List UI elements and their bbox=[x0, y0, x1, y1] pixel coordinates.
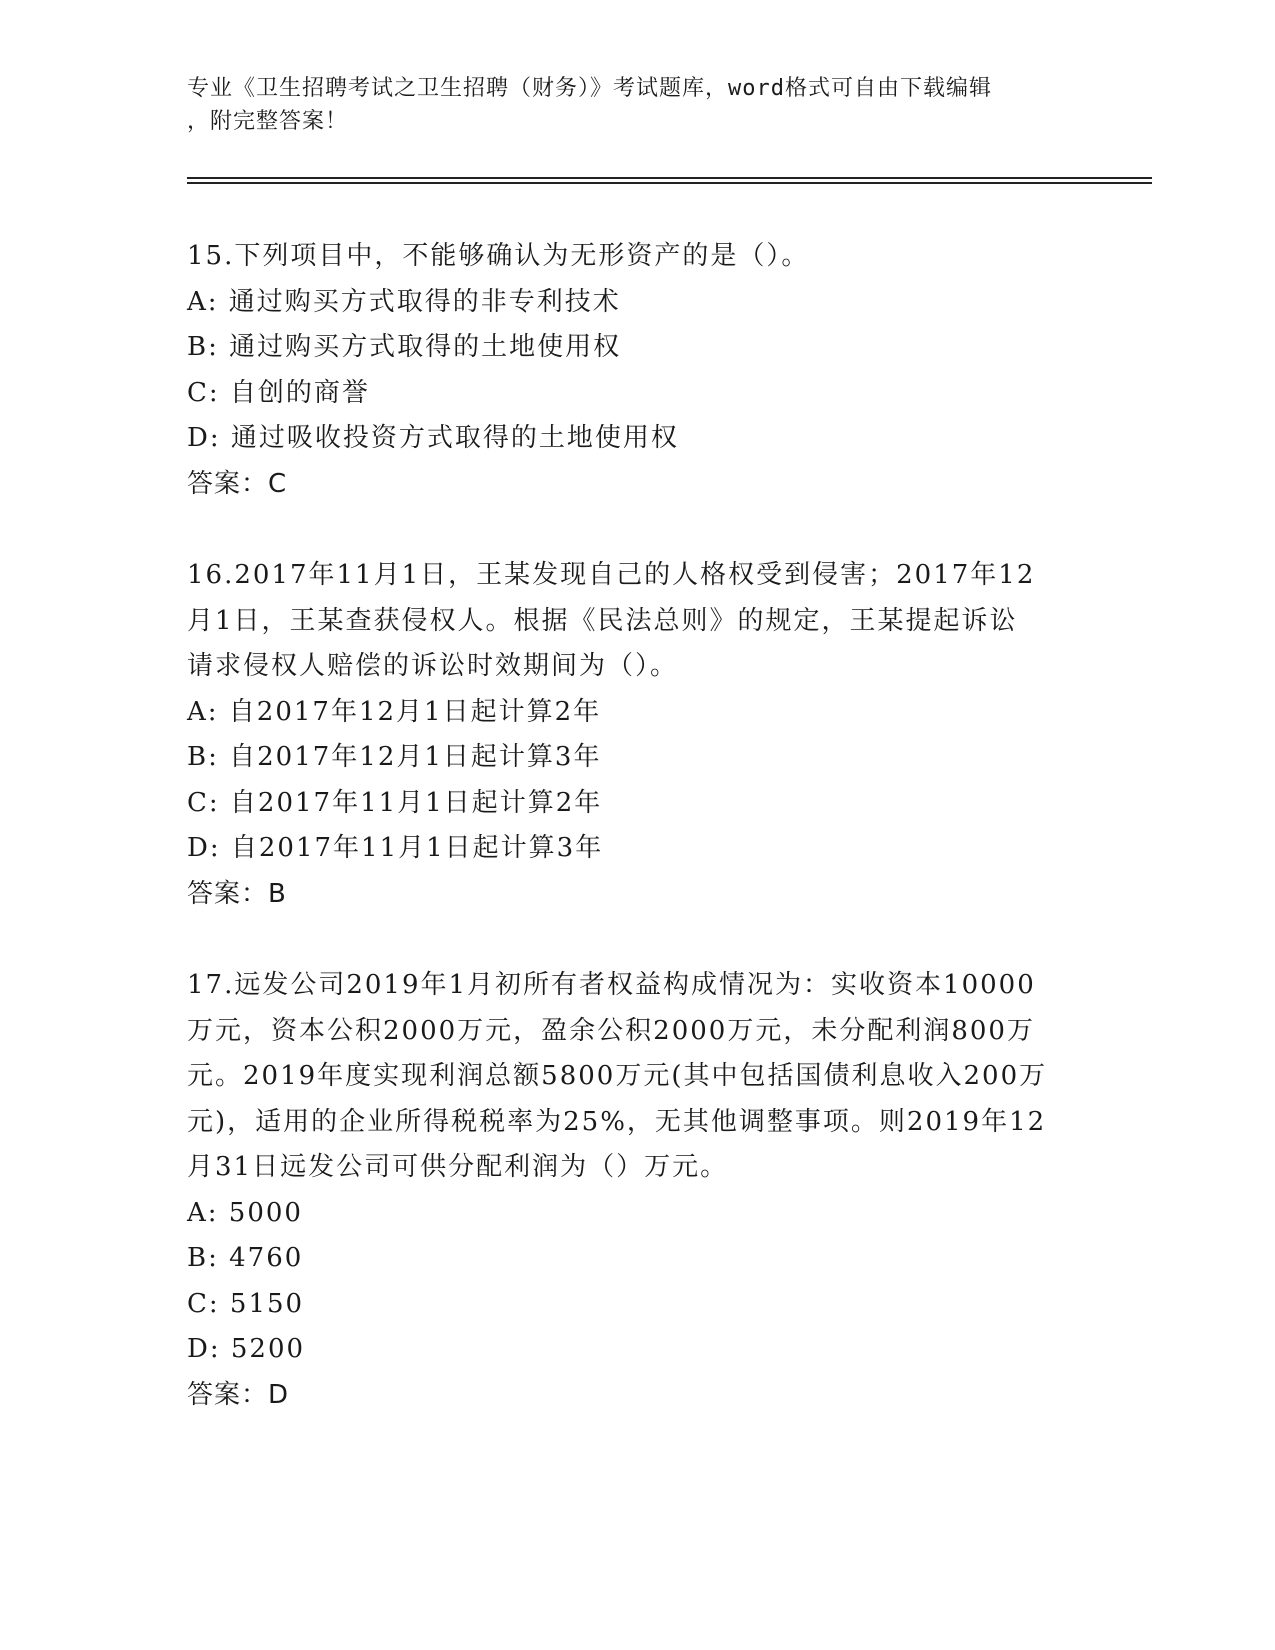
question-15 bbox=[187, 234, 1087, 507]
option-d: D: 5200 bbox=[187, 1334, 306, 1364]
question-stem-line: 15.下列项目中，不能够确认为无形资产的是（）。 bbox=[187, 241, 810, 271]
header-line-2: ，附完整答案！ bbox=[187, 109, 349, 134]
option-b: B: 自2017年12月1日起计算3年 bbox=[187, 742, 602, 772]
question-stem-line: 月1日，王某查获侵权人。根据《民法总则》的规定，王某提起诉讼 bbox=[187, 605, 1018, 636]
answer: 答案：C bbox=[187, 468, 288, 499]
option-d: D: 通过吸收投资方式取得的土地使用权 bbox=[187, 423, 679, 453]
document-header bbox=[187, 72, 1087, 138]
question-17 bbox=[187, 963, 1087, 1418]
option-a: A: 通过购买方式取得的非专利技术 bbox=[187, 286, 621, 317]
question-stem-line: 月31日远发公司可供分配利润为（）万元。 bbox=[187, 1152, 729, 1182]
option-c: C: 自2017年11月1日起计算2年 bbox=[187, 787, 603, 818]
question-stem-line: 元)，适用的企业所得税税率为25%，无其他调整事项。则2019年12 bbox=[187, 1106, 1047, 1137]
question-stem-line: 17.远发公司2019年1月初所有者权益构成情况为：实收资本10000 bbox=[187, 970, 1036, 1000]
answer: 答案：D bbox=[187, 1379, 290, 1410]
question-stem-line: 16.2017年11月1日，王某发现自己的人格权受到侵害；2017年12 bbox=[187, 560, 1036, 590]
question-16 bbox=[187, 553, 1087, 917]
option-c: C: 5150 bbox=[187, 1288, 305, 1319]
question-stem-line: 万元，资本公积2000万元，盈余公积2000万元，未分配利润800万 bbox=[187, 1015, 1035, 1046]
question-stem-line: 请求侵权人赔偿的诉讼时效期间为（）。 bbox=[187, 651, 679, 681]
answer: 答案：B bbox=[187, 878, 287, 909]
option-b: B: 通过购买方式取得的土地使用权 bbox=[187, 332, 622, 362]
option-b: B: 4760 bbox=[187, 1243, 304, 1273]
option-d: D: 自2017年11月1日起计算3年 bbox=[187, 833, 604, 863]
option-c: C: 自创的商誉 bbox=[187, 377, 370, 408]
header-divider-top bbox=[187, 177, 1152, 179]
option-a: A: 5000 bbox=[187, 1197, 303, 1228]
header-line-1: 专业《卫生招聘考试之卫生招聘（财务）》考试题库，word格式可自由下载编辑 bbox=[187, 76, 992, 101]
question-stem-line: 元。2019年度实现利润总额5800万元(其中包括国债利息收入200万 bbox=[187, 1061, 1048, 1091]
header-divider-bottom bbox=[187, 182, 1152, 184]
option-a: A: 自2017年12月1日起计算2年 bbox=[187, 696, 602, 727]
